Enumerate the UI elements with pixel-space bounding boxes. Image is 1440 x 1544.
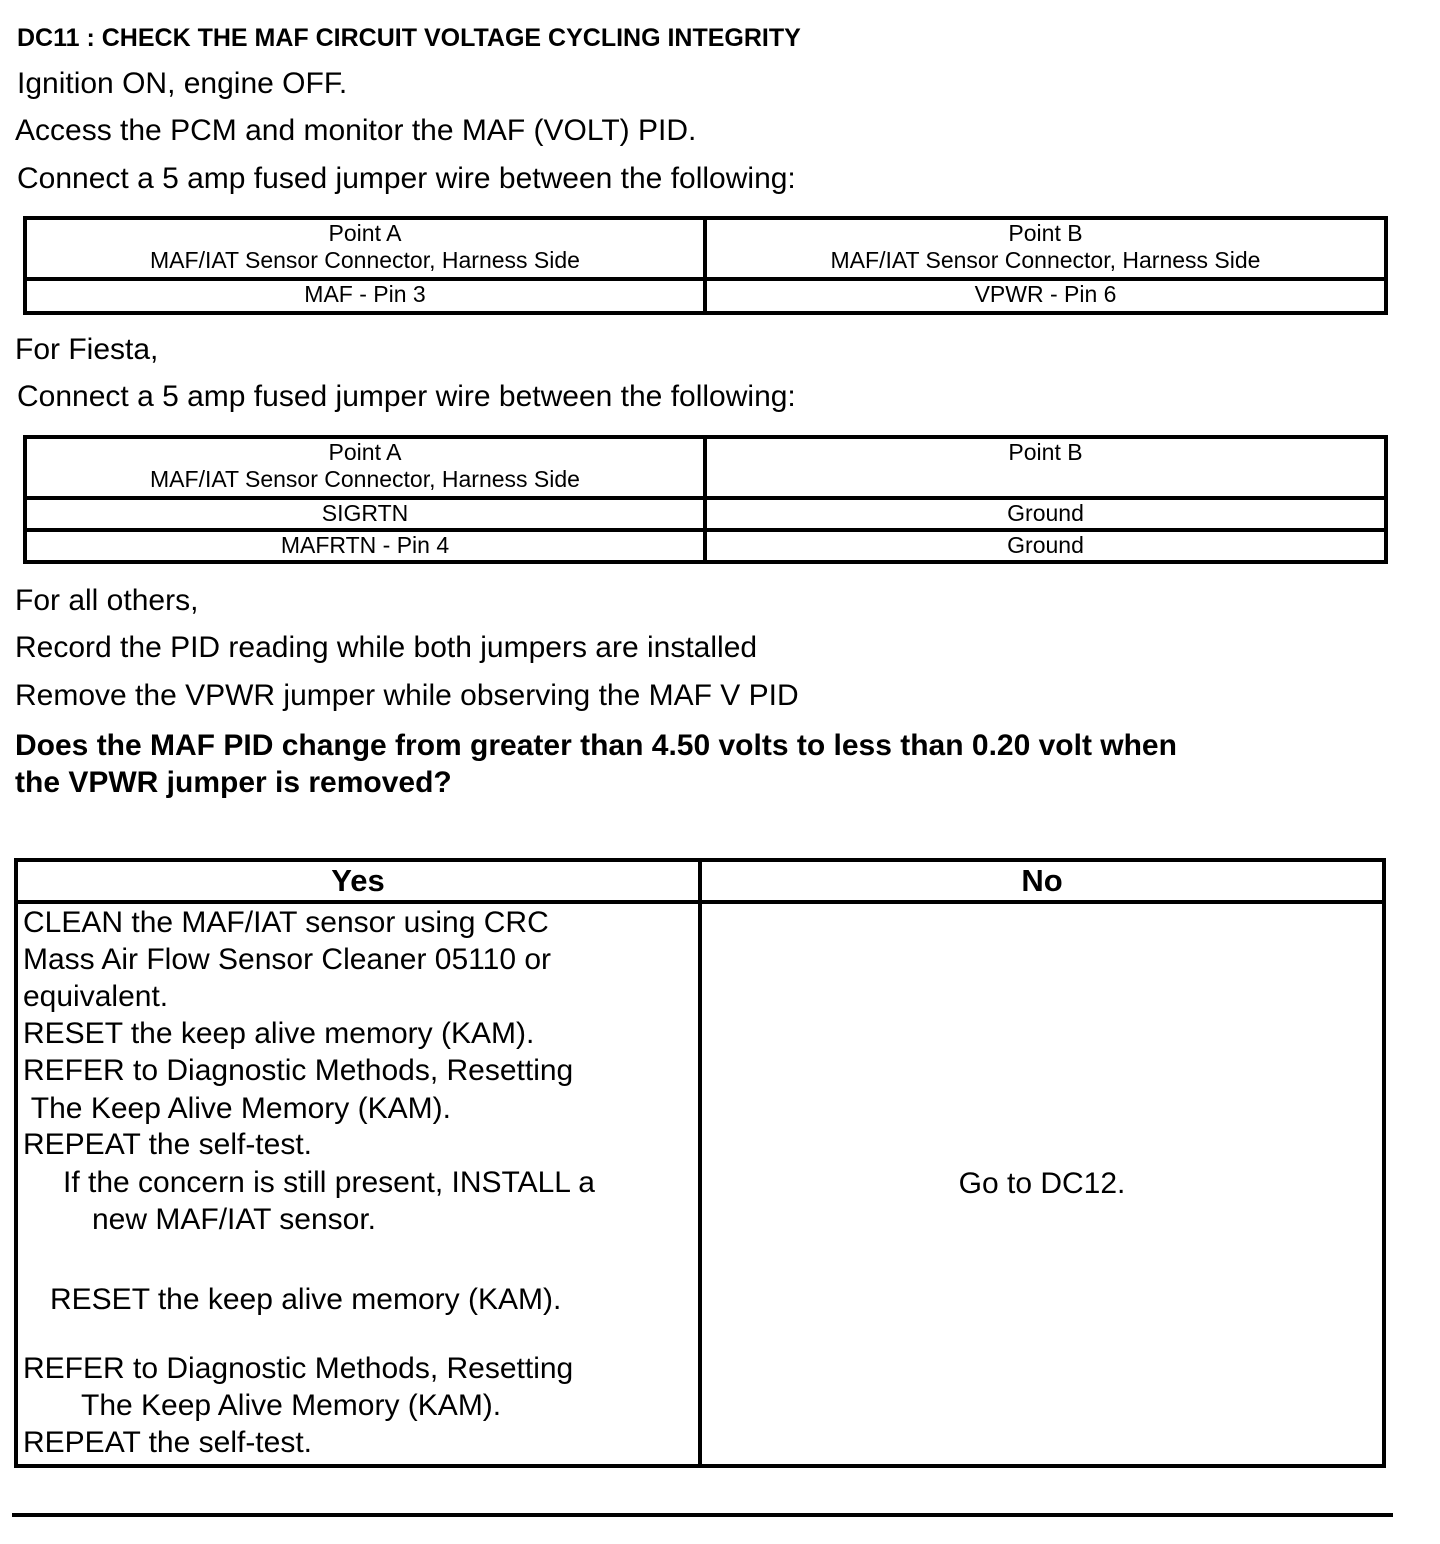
point-b-value: VPWR - Pin 6 xyxy=(705,279,1386,313)
point-a-value: MAFRTN - Pin 4 xyxy=(25,530,705,562)
others-label: For all others, xyxy=(15,584,199,617)
decision-question xyxy=(15,727,1177,801)
no-cell xyxy=(700,902,1384,1466)
yes-line: REPEAT the self-test. xyxy=(23,1426,312,1459)
point-b-connector: MAF/IAT Sensor Connector, Harness Side xyxy=(830,247,1261,273)
point-a-connector: MAF/IAT Sensor Connector, Harness Side xyxy=(150,466,580,492)
jumper-table-2 xyxy=(23,435,1388,564)
bottom-divider xyxy=(12,1513,1393,1517)
yes-line: CLEAN the MAF/IAT sensor using CRC xyxy=(23,906,549,939)
instruction-access-pcm: Access the PCM and monitor the MAF (VOLT) PID. xyxy=(15,114,697,147)
table-row xyxy=(25,279,1386,313)
point-b-header xyxy=(705,218,1386,279)
yes-line: Mass Air Flow Sensor Cleaner 05110 or xyxy=(23,943,552,976)
jumper-table-1 xyxy=(23,216,1388,315)
yes-line: The Keep Alive Memory (KAM). xyxy=(23,1092,451,1125)
yes-line: REFER to Diagnostic Methods, Resetting xyxy=(23,1352,574,1385)
point-a-value: MAF - Pin 3 xyxy=(25,279,705,313)
instruction-remove-jumper: Remove the VPWR jumper while observing the MAF V PID xyxy=(15,679,799,712)
yes-line: RESET the keep alive memory (KAM). xyxy=(23,1017,535,1050)
point-a-connector: MAF/IAT Sensor Connector, Harness Side xyxy=(150,247,580,273)
yes-header: Yes xyxy=(16,860,700,902)
result-table xyxy=(14,858,1386,1468)
point-b-header xyxy=(705,437,1386,498)
yes-cell xyxy=(16,902,700,1466)
table-row xyxy=(25,498,1386,530)
instruction-connect-jumper: Connect a 5 amp fused jumper wire between the following: xyxy=(17,162,796,195)
yes-line: REPEAT the self-test. xyxy=(23,1128,312,1161)
yes-line: REFER to Diagnostic Methods, Resetting xyxy=(23,1054,574,1087)
point-a-label: Point A xyxy=(328,439,402,465)
procedure-title: DC11 : CHECK THE MAF CIRCUIT VOLTAGE CYCLING INTEGRITY xyxy=(17,24,801,52)
question-line: the VPWR jumper is removed? xyxy=(15,766,452,799)
yes-line: The Keep Alive Memory (KAM). xyxy=(81,1389,502,1422)
instruction-ignition: Ignition ON, engine OFF. xyxy=(17,67,348,100)
point-a-label: Point A xyxy=(328,220,402,246)
point-b-label: Point B xyxy=(1008,220,1083,246)
point-b-label: Point B xyxy=(1008,439,1083,465)
no-action-text: Go to DC12. xyxy=(958,1167,1126,1200)
instruction-record-pid: Record the PID reading while both jumpers are installed xyxy=(15,631,758,664)
fiesta-label: For Fiesta, xyxy=(15,333,159,366)
point-a-header xyxy=(25,218,705,279)
yes-line: If the concern is still present, INSTALL a xyxy=(63,1166,595,1199)
no-header: No xyxy=(700,860,1384,902)
yes-line: RESET the keep alive memory (KAM). xyxy=(50,1283,562,1316)
fiesta-connect-jumper: Connect a 5 amp fused jumper wire between the following: xyxy=(17,380,796,413)
table-row xyxy=(25,530,1386,562)
point-a-value: SIGRTN xyxy=(25,498,705,530)
point-b-value: Ground xyxy=(705,530,1386,562)
yes-line: equivalent. xyxy=(23,980,169,1013)
yes-line: new MAF/IAT sensor. xyxy=(92,1203,376,1236)
point-a-header xyxy=(25,437,705,498)
question-line: Does the MAF PID change from greater than 4.50 volts to less than 0.20 volt when xyxy=(15,729,1177,762)
point-b-value: Ground xyxy=(705,498,1386,530)
